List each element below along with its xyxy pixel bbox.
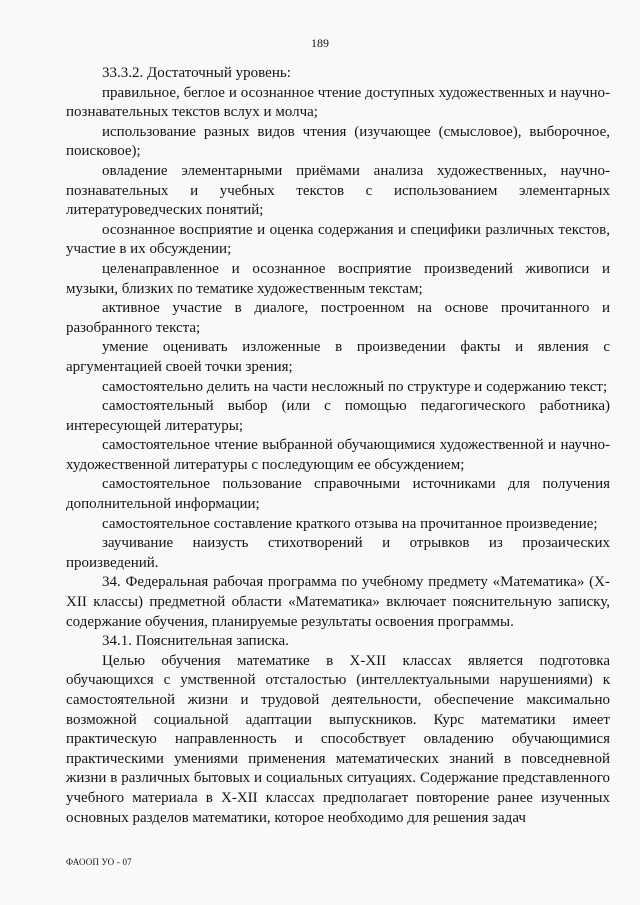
section-34-paragraph: 34. Федеральная рабочая программа по учебному предмету «Математика» (X-XII классы) предметной области «Математика» включает пояснительную записку, содержание обучения, планируемые результаты освоения программы. — [66, 574, 610, 630]
list-item: самостоятельно делить на части несложный по структуре и содержанию текст; — [102, 378, 608, 395]
section-heading-34-1: 34.1. Пояснительная записка. — [102, 633, 289, 650]
list-item: овладение элементарными приёмами анализа художественных, научно-познавательных и учебных текстов с использованием элементарных литературоведческих понятий; — [66, 162, 610, 219]
explanatory-note-paragraph: Целью обучения математике в X-XII классах является подготовка обучающихся с умственной отсталостью (интеллектуальными нарушениями) к самостоятельной жизни и трудовой деятельности, обеспечение максимально возможной социальной адаптации выпускников. Курс математики имеет практическую направленность и способствует овладению обучающимися практическими умениями применения математических знаний в повседневной жизни в различных бытовых и социальных ситуациях. Содержание представленного учебного материала в X-XII классах предполагает повторение ранее изученных основных разделов математики, которое необходимо для решения задач — [66, 652, 610, 826]
list-item: использование разных видов чтения (изучающее (смысловое), выборочное, поисковое); — [66, 123, 610, 160]
document-body — [66, 64, 610, 828]
list-item: заучивание наизусть стихотворений и отрывков из прозаических произведений. — [66, 535, 610, 571]
list-item: самостоятельное чтение выбранной обучающимися художественной и научно-художественной литературы с последующим ее обсуждением; — [66, 437, 610, 473]
list-item: осознанное восприятие и оценка содержания и специфики различных текстов, участие в их обсуждении; — [66, 221, 610, 258]
list-item: целенаправленное и осознанное восприятие произведений живописи и музыки, близких по тематике художественным текстам; — [66, 260, 610, 297]
list-item: самостоятельный выбор (или с помощью педагогического работника) интересующей литературы; — [66, 398, 610, 434]
list-item: самостоятельное пользование справочными источниками для получения дополнительной информации; — [66, 476, 610, 513]
list-item: правильное, беглое и осознанное чтение доступных художественных и научно-познавательных текстов вслух и молча; — [66, 84, 610, 121]
list-item: самостоятельное составление краткого отзыва на прочитанное произведение; — [102, 515, 598, 532]
section-heading-33-3-2: 33.3.2. Достаточный уровень: — [102, 65, 291, 81]
list-item: активное участие в диалоге, построенном на основе прочитанного и разобранного текста; — [66, 300, 610, 336]
footer-document-code: ФАООП УО - 07 — [66, 857, 132, 867]
page-number: 189 — [311, 36, 329, 50]
list-item: умение оценивать изложенные в произведении факты и явления с аргументацией своей точки зрения; — [66, 339, 610, 375]
